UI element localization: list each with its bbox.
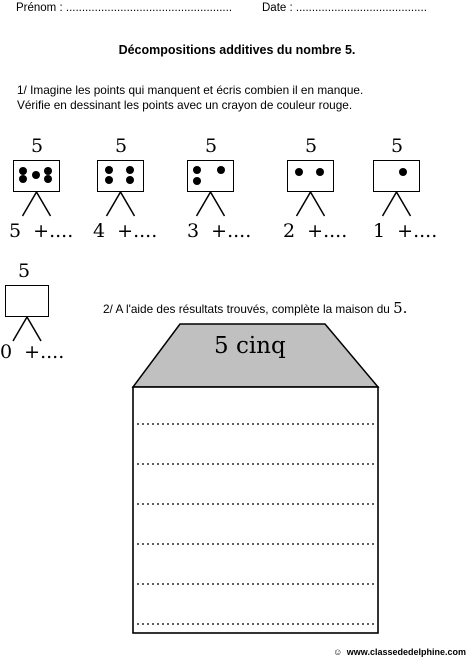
card-equation: 0 +.... <box>0 341 65 363</box>
name-label: Prénom : <box>16 2 63 14</box>
footer <box>333 647 466 657</box>
name-dotted-line: .................................................... <box>65 2 233 14</box>
card-equation: 2 +.... <box>283 220 348 242</box>
house-body <box>133 387 378 633</box>
footer-url: www.classededelphine.com <box>346 647 466 657</box>
card-equation: 3 +.... <box>187 220 252 242</box>
card-top-number: 5 <box>204 135 218 157</box>
card-top-number: 5 <box>304 135 318 157</box>
section2-number: 5. <box>393 299 408 317</box>
instruction-line-2: Vérifie en dessinant les points avec un crayon de couleur rouge. <box>17 98 353 112</box>
card-top-number: 5 <box>17 260 31 282</box>
card-top-number: 5 <box>30 135 44 157</box>
date-dotted-line: ......................................... <box>295 2 427 14</box>
card-equation: 5 +.... <box>9 220 74 242</box>
date-label: Date : <box>262 2 293 14</box>
card-equation: 4 +.... <box>93 220 158 242</box>
house-roof-label: 5 cinq <box>214 333 286 359</box>
card-equation: 1 +.... <box>373 220 438 242</box>
instruction-line-1: 1/ Imagine les points qui manquent et écris combien il en manque. <box>17 83 364 97</box>
card-top-number: 5 <box>390 135 404 157</box>
worksheet-title: Décompositions additives du nombre 5. <box>118 43 356 57</box>
smiley-icon: ☺ <box>333 647 343 657</box>
card-top-number: 5 <box>114 135 128 157</box>
section2-text: 2/ A l'aide des résultats trouvés, complète la maison du <box>103 302 390 316</box>
